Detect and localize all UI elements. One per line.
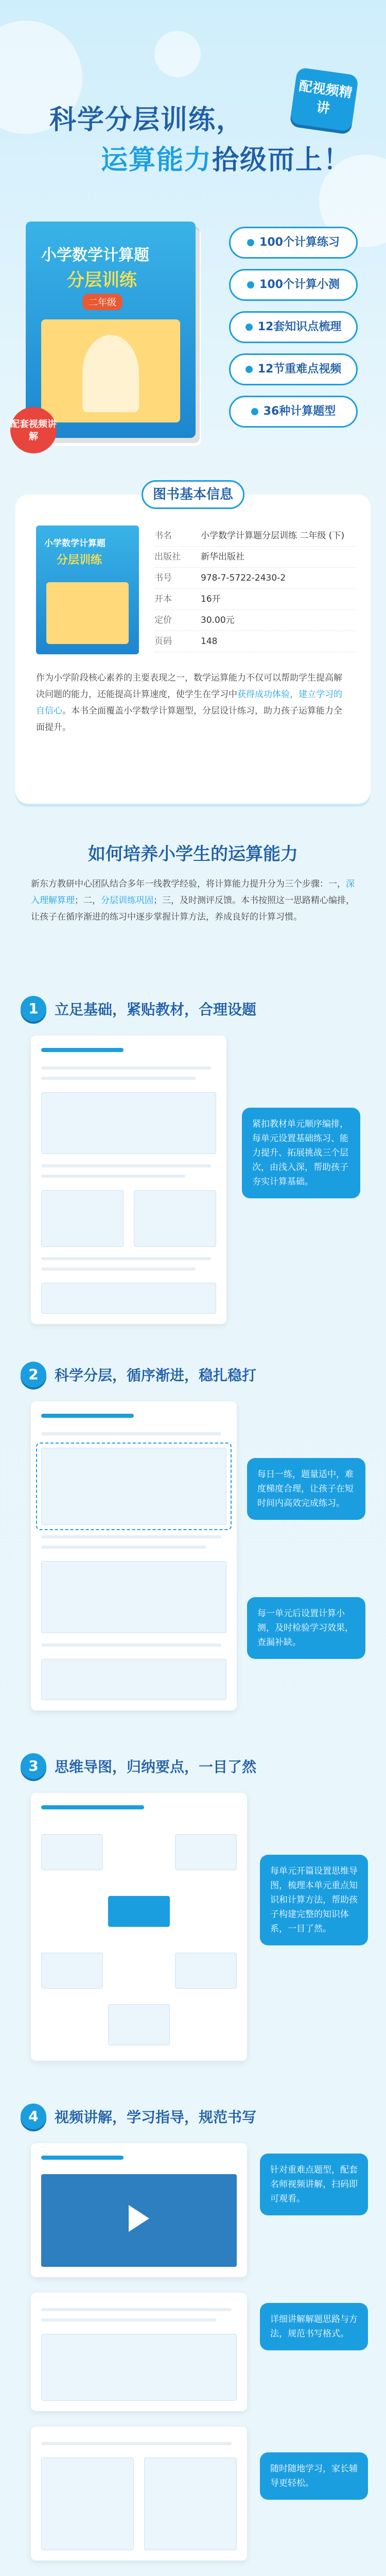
hero-title-highlight: 运算能力 <box>101 145 213 176</box>
bubble-decoration <box>154 31 201 77</box>
step-2-title <box>21 1360 256 1389</box>
step-1-page-sample <box>31 1036 226 1324</box>
info-book-cover: 小学数学计算题 分层训练 <box>36 526 139 654</box>
book-cover <box>26 222 196 438</box>
step-1-note: 紧扣教材单元顺序编排，每单元设置基础练习、能力提升、拓展挑战三个层次，由浅入深，帮助孩子夯实计算基础。 <box>242 1108 360 1198</box>
feature-pill: 100个计算练习 <box>229 227 358 259</box>
step-title-text: 思维导图，归纳要点，一目了然 <box>55 1758 257 1775</box>
hero-title-line1: 科学分层训练， <box>49 105 244 135</box>
dot-icon <box>247 281 254 289</box>
step-4-study-sample <box>31 2427 247 2561</box>
method-paragraph: 新东方教研中心团队结合多年一线教学经验，将计算能力提升分为三个步骤：一，深入理解算理；二，分层训练巩固；三，及时测评反馈。本书按照这一思路精心编排，让孩子在循序渐进的练习中逐步掌握计算方法，养成良好的计算习惯。 <box>31 879 355 922</box>
info-row: 书名 小学数学计算题分层训练 二年级 (下) <box>154 526 355 547</box>
hero-title-line2 <box>101 138 351 177</box>
info-row: 出版社 新华出版社 <box>154 547 355 568</box>
step-3-title <box>21 1752 256 1781</box>
book-intro-text: 作为小学阶段核心素养的主要表现之一，数学运算能力不仅可以帮助学生提高解决问题的能力，还能提高计算速度，使学生在学习中获得成功体验，建立学习的自信心。本书全面覆盖小学数学计算题型，分层设计练习，助力孩子运算能力全面提升。 <box>36 673 342 733</box>
step-title-text: 立足基础，紧贴教材，合理设题 <box>55 1001 257 1018</box>
dot-icon <box>245 324 253 331</box>
step-2-note-b: 每一单元后设置计算小测，及时检验学习效果，查漏补缺。 <box>247 1597 365 1659</box>
cover-title: 小学数学计算题 <box>41 246 149 264</box>
dot-icon <box>245 366 253 373</box>
play-icon[interactable] <box>129 2205 149 2232</box>
cover-kid-illustration <box>82 335 139 412</box>
step-4-explain-sample <box>31 2293 247 2411</box>
step-number: 2 <box>21 1362 46 1387</box>
method-title: 如何培养小学生的运算能力 <box>88 844 298 865</box>
hero-section <box>0 0 386 474</box>
book-info-card <box>15 487 371 804</box>
highlight-frame <box>36 1443 232 1530</box>
info-row: 定价 30.00元 <box>154 610 355 631</box>
step-4-note-a: 针对重难点题型，配套名师视频讲解，扫码即可观看。 <box>260 2154 368 2215</box>
step-number: 4 <box>21 2104 46 2129</box>
step-3-note: 每单元开篇设置思维导图，梳理本单元重点知识和计算方法，帮助孩子构建完整的知识体系，一目了然。 <box>260 1855 368 1945</box>
info-row: 页码 148 <box>154 631 355 652</box>
video-badge: 配视频精讲 <box>290 67 359 132</box>
cover-grade-tag: 二年级 <box>82 294 122 310</box>
step-title-text: 科学分层，循序渐进，稳扎稳打 <box>55 1367 257 1384</box>
step-title-text: 视频讲解，学习指导，规范书写 <box>55 2109 257 2126</box>
feature-pill: 12套知识点梳理 <box>229 311 358 343</box>
step-number: 3 <box>21 1753 46 1779</box>
info-row: 开本 16开 <box>154 589 355 610</box>
step-4-video-sample <box>31 2143 247 2277</box>
cover-subtitle: 分层训练 <box>67 270 137 291</box>
step-4-note-b: 详细讲解解题思路与方法，规范书写格式。 <box>260 2303 368 2350</box>
step-4-title <box>21 2102 256 2131</box>
dot-icon <box>251 408 258 415</box>
book-info-heading: 图书基本信息 <box>142 480 244 509</box>
video-lecture-badge: 配套视频讲解 <box>10 407 57 453</box>
step-4-note-c: 随时随地学习，家长辅导更轻松。 <box>260 2452 368 2500</box>
feature-pill: 36种计算题型 <box>229 396 358 428</box>
feature-pill: 100个计算小测 <box>229 269 358 301</box>
step-1-title <box>21 994 256 1023</box>
step-3-mindmap-sample <box>31 1793 247 2061</box>
info-table <box>154 526 355 652</box>
dot-icon <box>247 239 254 246</box>
info-row: 书号 978-7-5722-2430-2 <box>154 568 355 589</box>
feature-pill: 12节重难点视频 <box>229 353 358 385</box>
hero-title-rest: 拾级而上！ <box>212 145 352 176</box>
cover-illustration <box>46 582 129 644</box>
step-number: 1 <box>21 996 46 1022</box>
step-2-note-a: 每日一练，题量适中，难度梯度合理，让孩子在短时间内高效完成练习。 <box>247 1458 365 1520</box>
